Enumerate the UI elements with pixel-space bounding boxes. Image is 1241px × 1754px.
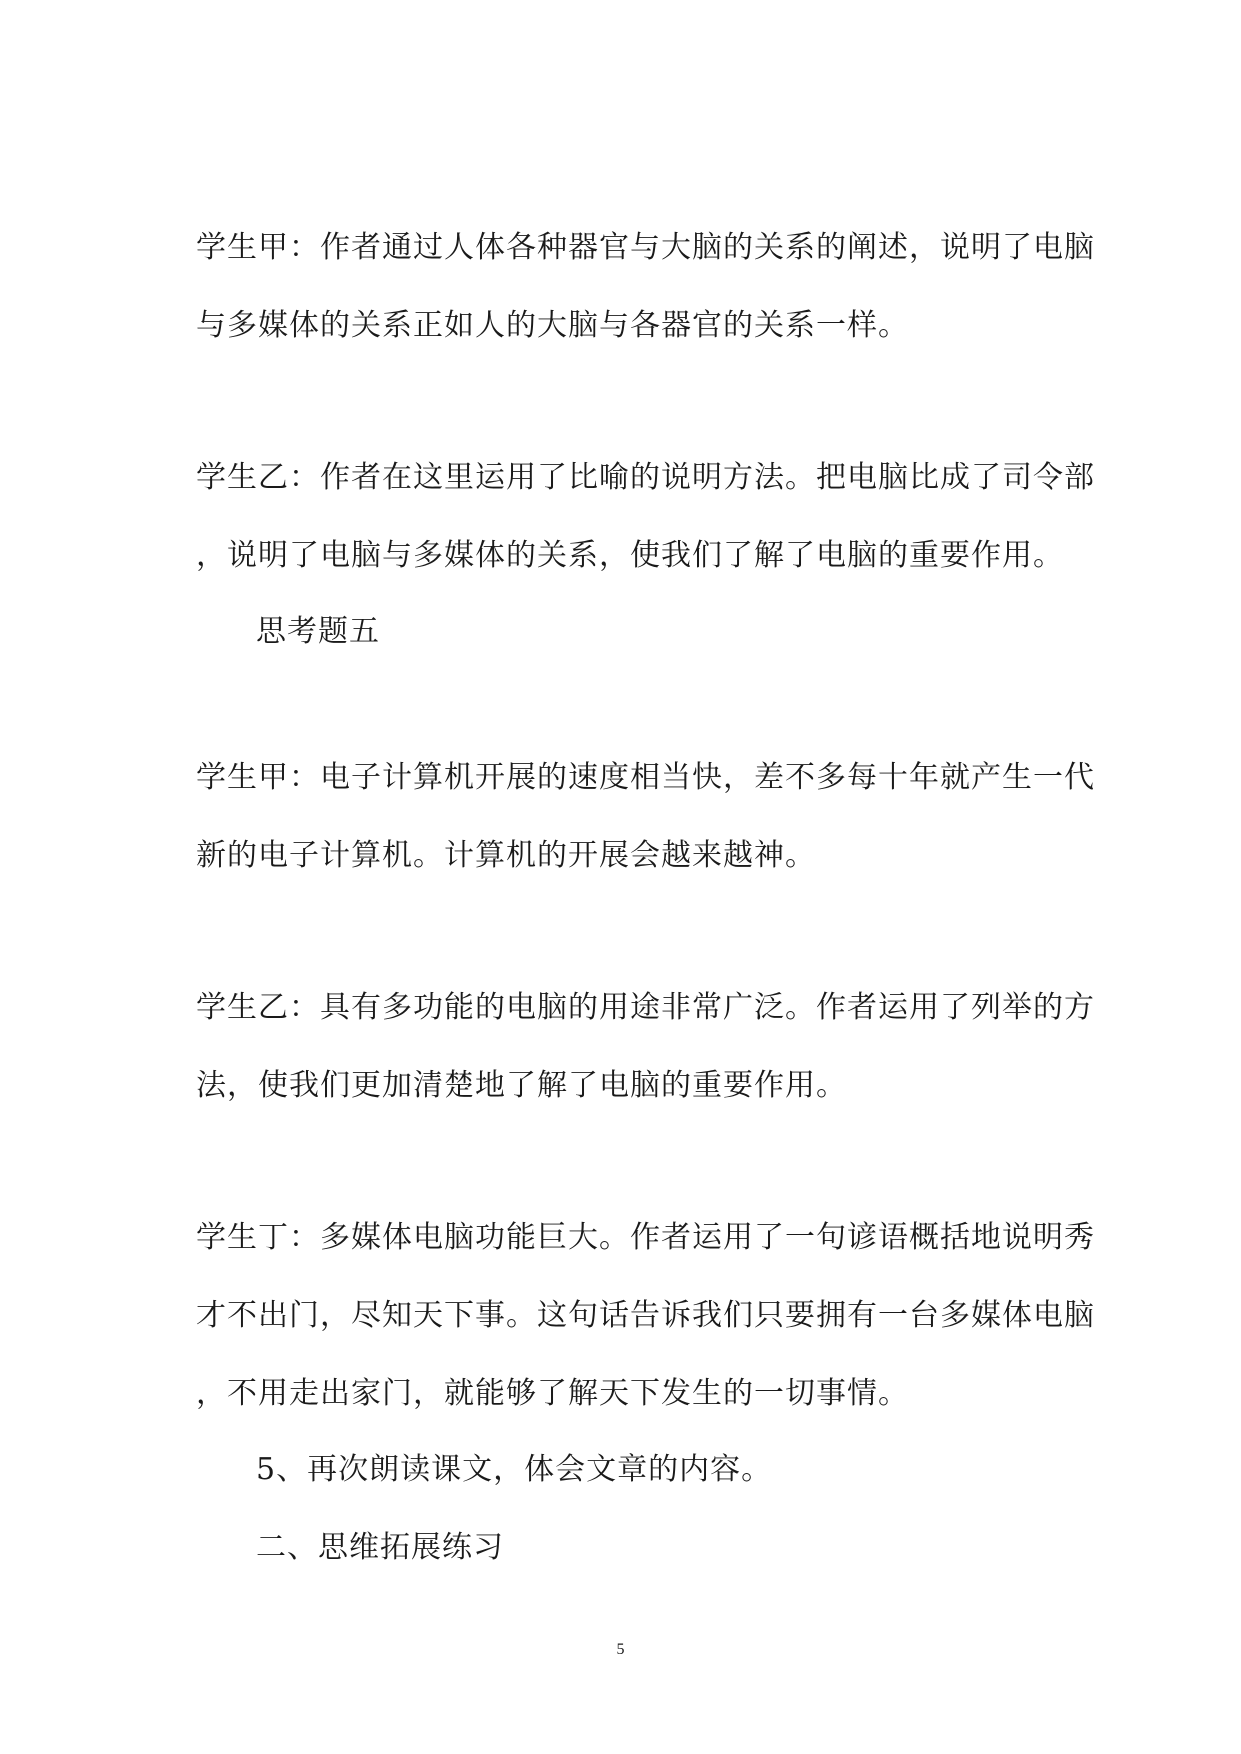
paragraph-line: 5、再次朗读课文，体会文章的内容。	[256, 1452, 773, 1487]
paragraph-line: 学生甲：电子计算机开展的速度相当快，差不多每十年就产生一代	[196, 760, 1095, 795]
paragraph-line: ，说明了电脑与多媒体的关系，使我们了解了电脑的重要作用。	[196, 538, 1064, 573]
section-heading: 二、思维拓展练习	[256, 1530, 504, 1565]
paragraph-line: ，不用走出家门，就能够了解天下发生的一切事情。	[196, 1376, 909, 1411]
paragraph-line: 学生乙：具有多功能的电脑的用途非常广泛。作者运用了列举的方	[196, 990, 1095, 1025]
paragraph-line: 与多媒体的关系正如人的大脑与各器官的关系一样。	[196, 308, 909, 343]
paragraph-line: 新的电子计算机。计算机的开展会越来越神。	[196, 838, 816, 873]
page-number: 5	[616, 1641, 625, 1658]
paragraph-line: 学生乙：作者在这里运用了比喻的说明方法。把电脑比成了司令部	[196, 460, 1095, 495]
section-heading: 思考题五	[256, 614, 380, 649]
paragraph-line: 才不出门，尽知天下事。这句话告诉我们只要拥有一台多媒体电脑	[196, 1298, 1095, 1333]
paragraph-line: 学生甲：作者通过人体各种器官与大脑的关系的阐述，说明了电脑	[196, 230, 1095, 265]
paragraph-line: 法，使我们更加清楚地了解了电脑的重要作用。	[196, 1068, 847, 1103]
paragraph-line: 学生丁：多媒体电脑功能巨大。作者运用了一句谚语概括地说明秀	[196, 1220, 1095, 1255]
